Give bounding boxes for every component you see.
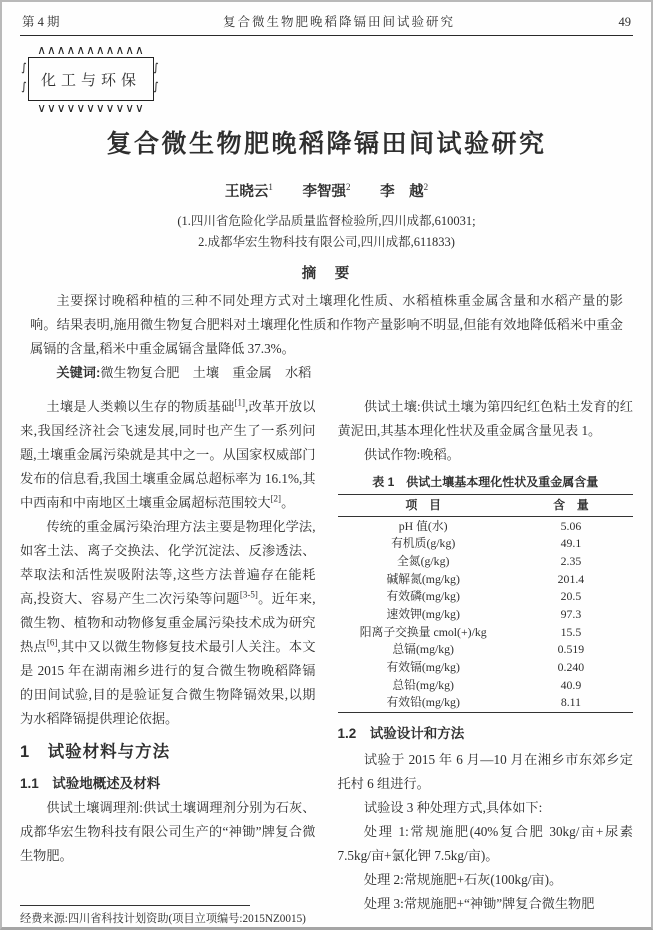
table-row [338, 605, 634, 623]
table-cell-item: 阳离子交换量 cmol(+)/kg [359, 624, 487, 639]
footnote-rule [20, 905, 250, 906]
affiliation-line-1: (1.四川省危险化学品质量监督检验所,四川成都,610031; [177, 214, 476, 228]
author-2: 李智强$^2$ [302, 182, 351, 200]
table-cell-item: 总镉(mg/kg) [392, 642, 454, 657]
table-cell-item: pH 值(水) [398, 518, 448, 533]
crop-paragraph: 供试作物:晚稻。 [363, 447, 460, 462]
funding-footnote [20, 897, 316, 927]
author-3-affiliation-mark: 2 [423, 182, 429, 193]
abstract-heading: 摘 要 [301, 266, 352, 282]
scallop-bottom-decoration: ∨∨∨∨∨∨∨∨∨∨∨ [37, 101, 145, 115]
table-header-row [338, 495, 634, 517]
trial-location-paragraph: 试验于 2015 年 6 月—10 月在湘乡市东郊乡定托村 6 组进行。 [337, 751, 633, 791]
table-cell-value: 5.06 [560, 518, 582, 533]
column-badge [21, 43, 159, 115]
table-cell-value: 2.35 [560, 553, 582, 568]
table-row [338, 517, 634, 535]
soil-properties-table [338, 494, 634, 713]
table-cell-value: 40.9 [560, 677, 582, 692]
background-paragraph: 传统的重金属污染治理方法主要是物理化学法,如客土法、离子交换法、化学沉淀法、反渗透法、萃取法和活性炭吸附法等,这些方法普遍存在能耗高,投资大、容易产生二次污染等问题[3-5]。近年来,微生物、植物和动物修复重金属污染技术成为研究热点[6],其中又以微生物修复技术最引人关注。本文是 2015 年在湖南湘乡进行的复合微生物晚稻降镉的田间试验,目的是验证复合微生物降镉效果,以期为水稻降镉提供理论依据。 [20, 519, 316, 726]
affiliation-line-2: 2.成都华宏生物科技有限公司,四川成都,611833) [198, 235, 455, 249]
treatment-3-paragraph: 处理 3:常规施肥+“神锄”牌复合微生物肥 [363, 895, 595, 911]
table-row [338, 588, 634, 606]
table-cell-item: 有效铅(mg/kg) [386, 695, 460, 710]
author-1-affiliation-mark: 1 [268, 182, 273, 193]
running-title: 复合微生物肥晚稻降镉田间试验研究 [223, 15, 456, 29]
table-row [338, 623, 634, 641]
paper-title: 复合微生物肥晚稻降镉田间试验研究 [106, 131, 547, 158]
section-1-1-heading: 1.1 试验地概述及材料 [20, 776, 161, 791]
table-cell-value: 8.11 [560, 695, 582, 710]
table-row [338, 676, 634, 694]
keywords-label: 关键词: [56, 365, 101, 380]
funding-note-text: 经费来源:四川省科技计划资助(项目立项编号:2015NZ0015) [20, 913, 306, 925]
table-cell-item: 总铅(mg/kg) [392, 677, 454, 692]
treatments-intro-paragraph: 试验设 3 种处理方式,具体如下: [363, 799, 543, 815]
table-header-value: 含 量 [509, 495, 633, 517]
intro-paragraph: 土壤是人类赖以生存的物质基础[1],改革开放以来,我国经济社会飞速发展,同时也产生了一系列问题,土壤重金属污染就是其中之一。从国家权威部门发布的信息看,我国土壤重金属总超标率为 16.1%,其中西南和中南地区土壤重金属超标范围较大[2]。 [20, 397, 316, 510]
table-cell-value: 0.240 [557, 660, 585, 675]
column-badge-label: 化工与环保 [28, 57, 154, 101]
table-row [338, 694, 634, 712]
abstract-text: 主要探讨晚稻种植的三种不同处理方式对土壤理化性质、水稻植株重金属含量和水稻产量的影响。结果表明,施用微生物复合肥料对土壤理化性质和作物产量影响不明显,但能有效地降低稻米中重金属镉的含量,稻米中重金属镉含量降低 37.3%。 [30, 293, 623, 356]
materials-paragraph: 供试土壤调理剂:供试土壤调理剂分别为石灰、成都华宏生物科技有限公司生产的“神锄”牌复合微生物肥。 [20, 800, 316, 863]
abstract-section [30, 265, 623, 385]
table-row [338, 535, 634, 553]
table-cell-value: 49.1 [560, 536, 582, 551]
keywords-line [30, 361, 623, 385]
issue-label: 第 4 期 [22, 15, 60, 29]
table-cell-item: 碱解氮(mg/kg) [386, 571, 460, 586]
page-header [2, 2, 651, 30]
section-1-heading: 1 试验材料与方法 [20, 743, 171, 761]
scallop-top-decoration: ∧∧∧∧∧∧∧∧∧∧∧ [37, 43, 145, 57]
table-cell-item: 有效镉(mg/kg) [386, 660, 460, 675]
section-1-2-heading: 1.2 试验设计和方法 [337, 725, 465, 741]
keywords: 微生物复合肥 土壤 重金属 水稻 [100, 365, 312, 380]
header-rule [20, 35, 633, 36]
body-columns [2, 395, 651, 927]
soil-paragraph: 供试土壤:供试土壤为第四纪红色粘土发育的红黄泥田,其基本理化性状及重金属含量见表 1。 [337, 399, 633, 438]
table-cell-value: 0.519 [557, 642, 585, 657]
table-row [338, 659, 634, 677]
table-cell-value: 20.5 [560, 589, 582, 604]
table-cell-item: 有机质(g/kg) [391, 536, 456, 551]
authors-line [2, 180, 651, 201]
table-cell-value: 97.3 [560, 607, 582, 622]
author-2-affiliation-mark: 2 [346, 182, 351, 193]
table-cell-item: 有效磷(mg/kg) [386, 589, 460, 604]
table-row [338, 641, 634, 659]
table-cell-value: 201.4 [557, 571, 585, 586]
table-row [338, 552, 634, 570]
treatment-1-paragraph: 处理 1:常规施肥(40%复合肥 30kg/亩+尿素 7.5kg/亩+氯化钾 7.5kg/亩)。 [337, 823, 633, 863]
table-cell-item: 速效钾(mg/kg) [386, 607, 460, 622]
author-3: 李 越$^2$ [380, 182, 429, 200]
scallop-left-decoration: ∫∫ [21, 61, 27, 93]
right-column [338, 395, 634, 927]
table-cell-item: 全氮(g/kg) [396, 553, 450, 568]
table-header-item: 项 目 [338, 495, 509, 517]
table-caption: 表 1 供试土壤基本理化性状及重金属含量 [372, 475, 599, 489]
treatment-2-paragraph: 处理 2:常规施肥+石灰(100kg/亩)。 [363, 871, 563, 887]
table-row [338, 570, 634, 588]
left-column [20, 395, 316, 927]
scallop-right-decoration: ∫∫ [153, 61, 159, 93]
table-cell-value: 15.5 [560, 624, 582, 639]
author-1: 王晓云$^1$ [224, 182, 273, 200]
page-number: 49 [618, 15, 631, 29]
